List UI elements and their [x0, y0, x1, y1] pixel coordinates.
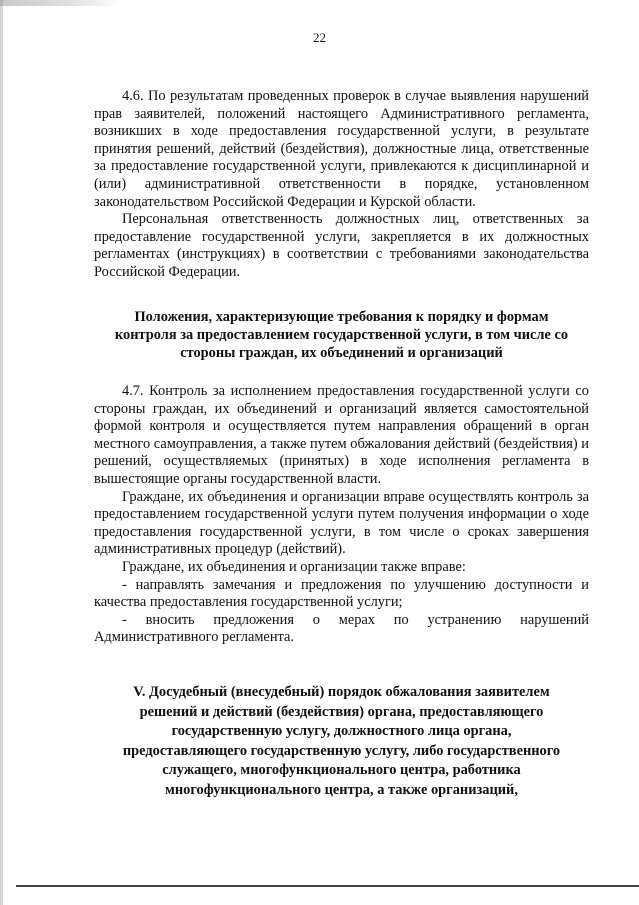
heading-v-line-5: служащего, многофункционального центра, работника [162, 762, 521, 779]
paragraph-citizens-rights: Граждане, их объединения и организации также вправе: [122, 558, 466, 575]
paragraph-citizens-control: Граждане, их объединения и организации вправе осуществлять контроль за предоставлением государственной услуги путем получения информации о ходе предоставления государственной услуги, в том числе о сроках завершения административных процедур (действий). [94, 488, 589, 558]
paragraph-4-6-violations: 4.6. По результатам проведенных проверок в случае выявления нарушений прав заявителей, положений настоящего Административного регламента, возникших в ходе предоставления государственной услуги, в результате принятия решений, действий (бездействия), должностные лица, ответственные за предоставление государственной услуги, привлекаются к дисциплинарной и (или) административной ответственности в порядке, установленном законодательством Российской Федерации и Курской области. [94, 88, 589, 210]
section-4-7 [94, 383, 589, 647]
scan-artifact-top [0, 0, 120, 6]
heading-control-line-1: Положения, характеризующие требования к порядку и формам [134, 309, 549, 325]
heading-v-line-6: многофункционального центра, а также организаций, [165, 781, 518, 798]
paragraph-4-7-control: 4.7. Контроль за исполнением предоставления государственной услуги со стороны граждан, их объединений и организаций является самостоятельной формой контроля и осуществляется путем направления обращений в орган местного самоуправления, а также путем обжалования действий (бездействия) и решений, осуществляемых (принятых) в ходе исполнения регламента в вышестоящие органы государственной власти. [94, 383, 589, 487]
paragraph-personal-responsibility: Персональная ответственность должностных лиц, ответственных за предоставление государственной услуги, закрепляется в их должностных регламентах (инструкциях) в соответствии с требованиями законодательства Российской Федерации. [94, 211, 589, 280]
list-item-remarks: - направлять замечания и предложения по улучшению доступности и качества предоставления государственной услуги; [94, 576, 589, 611]
heading-control-requirements [94, 309, 589, 362]
heading-v-line-3: государственную услугу, должностного лица органа, [171, 723, 512, 740]
section-4-6 [94, 88, 589, 282]
heading-v-line-1: V. Досудебный (внесудебный) порядок обжалования заявителем [133, 684, 550, 700]
heading-control-line-2: контроля за предоставлением государственной услуги, в том числе со [114, 326, 569, 343]
heading-v-line-4: предоставляющего государственную услугу, либо государственного [122, 742, 561, 759]
scan-bottom-edge [16, 885, 639, 887]
list-item-proposals: - вносить предложения о мерах по устранению нарушений Административного регламента. [94, 611, 589, 646]
heading-v-line-2: решений и действий (бездействия) органа, предоставляющего [139, 703, 544, 720]
heading-section-v [94, 683, 589, 801]
heading-control-line-3: стороны граждан, их объединений и организаций [180, 344, 503, 361]
page-number: 22 [313, 30, 326, 45]
scan-artifact-left-edge [0, 0, 3, 905]
